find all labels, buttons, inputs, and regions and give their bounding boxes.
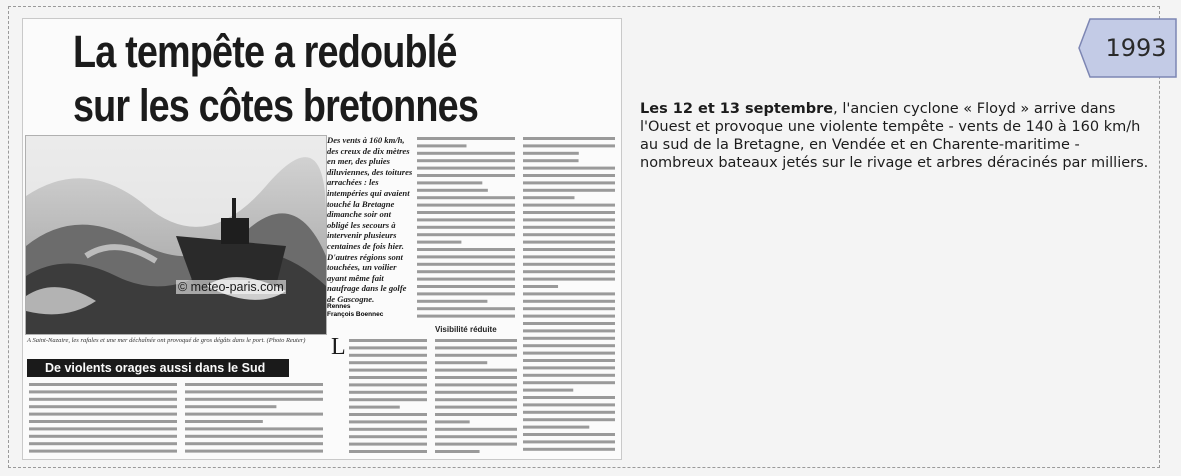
storm-photo-image <box>26 136 326 334</box>
event-date: Les 12 et 13 septembre <box>640 101 834 117</box>
text-column-2 <box>417 135 517 321</box>
photo-caption: A Saint-Nazaire, les rafales et une mer déchaînée ont provoqué de gros dégâts dans le port. (Photo Reuter) <box>27 337 306 344</box>
text-column-7 <box>185 381 325 457</box>
newspaper-clipping <box>22 18 622 460</box>
lead-paragraph: Des vents à 160 km/h, des creux de dix mètres en mer, des pluies diluviennes, des toitures arrachées : les intempéries qui avaient touché la Bretagne dimanche soir ont obligé les secours à intervenir plusieurs centaines de fois hier. D'autres régions sont touchées, un voilier ayant même fait naufrage dans le golfe de Gascogne. <box>327 135 413 304</box>
event-description: , l'ancien cyclone « Floyd » arrive dans l'Ouest et provoque une violente tempête - vents de 140 à 160 km/h au sud de la Bretagne, en Vendée et en Charente-maritime - nombreux bateaux jetés sur le rivage et arbres déracinés par milliers. <box>640 101 1149 171</box>
drop-cap: L <box>331 334 346 360</box>
text-column-5 <box>435 337 519 455</box>
text-column-6 <box>29 381 179 457</box>
byline-author: François Boennec <box>327 311 384 318</box>
headline-line-2: sur les côtes bretonnes <box>73 80 479 131</box>
photo-watermark: © meteo-paris.com <box>178 280 284 294</box>
headline-line-1: La tempête a redoublé <box>73 26 457 77</box>
text-column-4 <box>349 337 429 455</box>
year-label: 1993 <box>1105 34 1167 62</box>
clipping-headline <box>73 25 493 133</box>
sub-headline: De violents orages aussi dans le Sud <box>27 359 289 377</box>
event-summary <box>640 100 1150 172</box>
storm-photo <box>25 135 327 335</box>
byline-city: Rennes <box>327 303 351 310</box>
year-tab <box>1078 18 1178 78</box>
byline <box>327 303 413 319</box>
inter-headline: Visibilité réduite <box>435 325 497 334</box>
text-column-3 <box>523 135 617 455</box>
